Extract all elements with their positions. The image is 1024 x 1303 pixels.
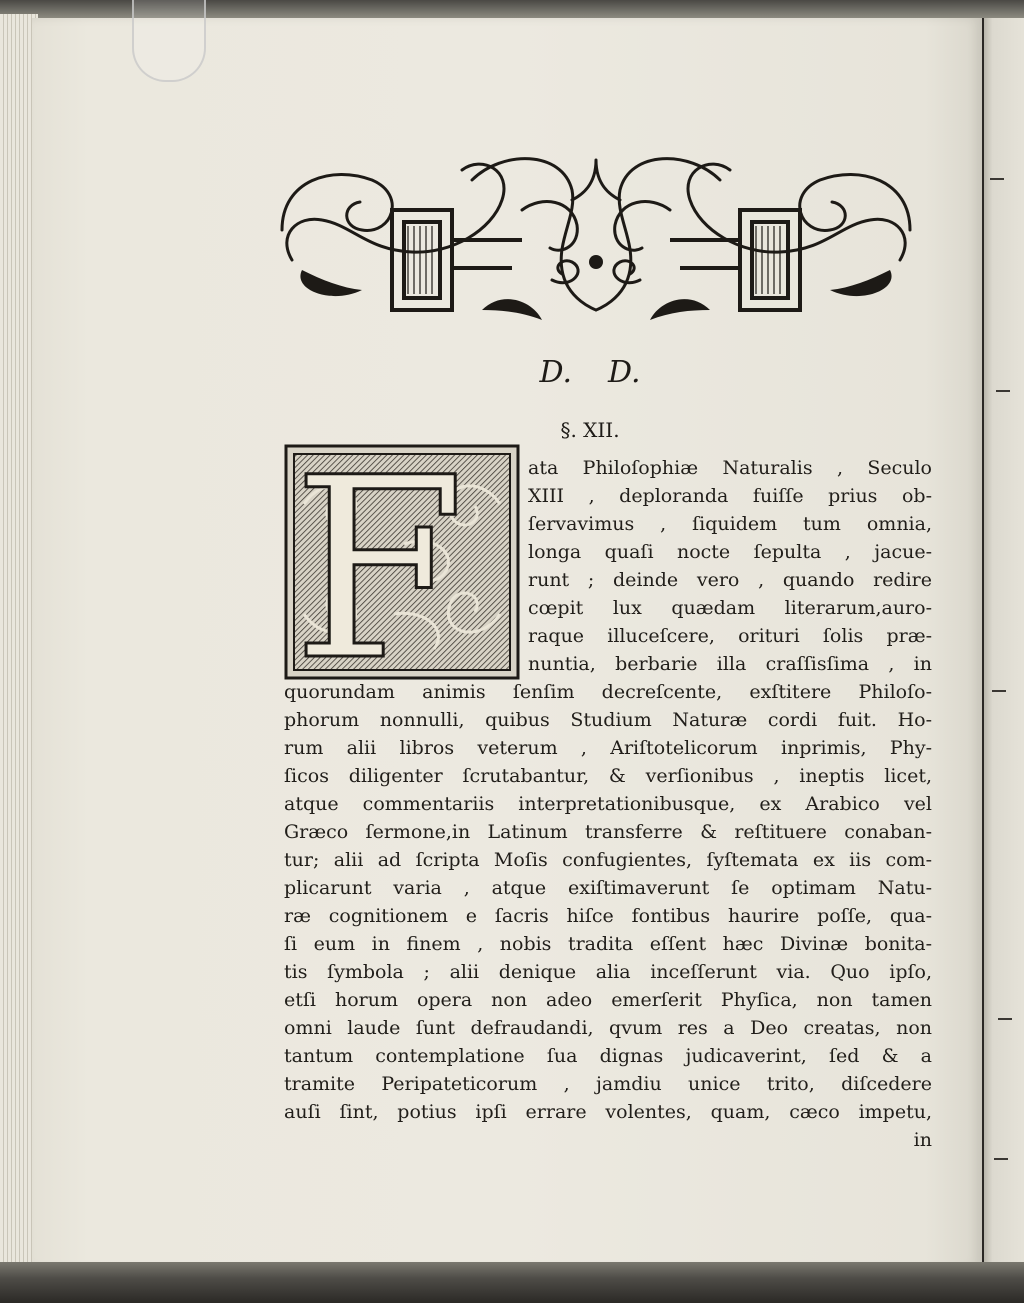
text-line: nuntia, berbarie illa craſſisſima , in bbox=[528, 653, 932, 675]
text-line: phorum nonnulli, quibus Studium Naturæ cordi fuit. Ho- bbox=[284, 709, 932, 731]
text-line: tur; alii ad ſcripta Moſis confugientes, ſyſtemata ex iis com- bbox=[284, 849, 932, 871]
text-line: ſervavimus , ſiquidem tum omnia, bbox=[528, 513, 932, 535]
catchword: in bbox=[913, 1129, 932, 1151]
initial-1: D. bbox=[539, 355, 572, 390]
text-line: raque illuceſcere, orituri ſolis præ- bbox=[528, 625, 932, 647]
text-line: Græco ſermone,in Latinum transferre & reſtituere conaban- bbox=[284, 821, 932, 843]
initial-2: D. bbox=[608, 355, 641, 390]
text-line: runt ; deinde vero , quando redire bbox=[528, 569, 932, 591]
page-clip bbox=[132, 0, 206, 82]
text-line: tis ſymbola ; alii denique alia inceſſerunt via. Quo ipſo, bbox=[284, 961, 932, 983]
text-line: tantum contemplatione ſua dignas judicaverint, ſed & a bbox=[284, 1045, 932, 1067]
text-line: cœpit lux quædam literarum,auro- bbox=[528, 597, 932, 619]
facing-page-edge bbox=[982, 18, 1024, 1268]
text-line: rum alii libros veterum , Ariſtotelicorum inprimis, Phy- bbox=[284, 737, 932, 759]
text-line: omni laude ſunt defraudandi, qvum res a Deo creatas, non bbox=[284, 1017, 932, 1039]
drop-cap bbox=[284, 444, 520, 680]
text-line: XIII , deploranda fuiſſe prius ob- bbox=[528, 485, 932, 507]
text-line: etſi horum opera non adeo emerſerit Phyſica, non tamen bbox=[284, 989, 932, 1011]
dedication-initials bbox=[500, 355, 680, 395]
text-line: quorundam animis ſenſim decreſcente, exſtitere Philoſo- bbox=[284, 681, 932, 703]
text-line: ſicos diligenter ſcrutabantur, & verſionibus , ineptis licet, bbox=[284, 765, 932, 787]
binding-bottom bbox=[0, 1262, 1024, 1303]
text-line: plicarunt varia , atque exiſtimaverunt ſe optimam Natu- bbox=[284, 877, 932, 899]
section-heading: §. XII. bbox=[560, 418, 620, 442]
text-line: tramite Peripateticorum , jamdiu unice trito, diſcedere bbox=[284, 1073, 932, 1095]
text-line: auſi ſint, potius ipſi errare volentes, quam, cæco impetu, bbox=[284, 1101, 932, 1123]
headpiece-ornament bbox=[272, 140, 920, 332]
text-line: ata Philoſophiæ Naturalis , Seculo bbox=[528, 457, 932, 479]
text-line: atque commentariis interpretationibusque, ex Arabico vel bbox=[284, 793, 932, 815]
text-line: ræ cognitionem e ſacris hiſce fontibus haurire poſſe, qua- bbox=[284, 905, 932, 927]
drop-cap-letter: F bbox=[292, 444, 466, 680]
text-line: ſi eum in finem , nobis tradita eſſent hæc Divinæ bonita- bbox=[284, 933, 932, 955]
text-line: longa quaſi nocte ſepulta , jacue- bbox=[528, 541, 932, 563]
